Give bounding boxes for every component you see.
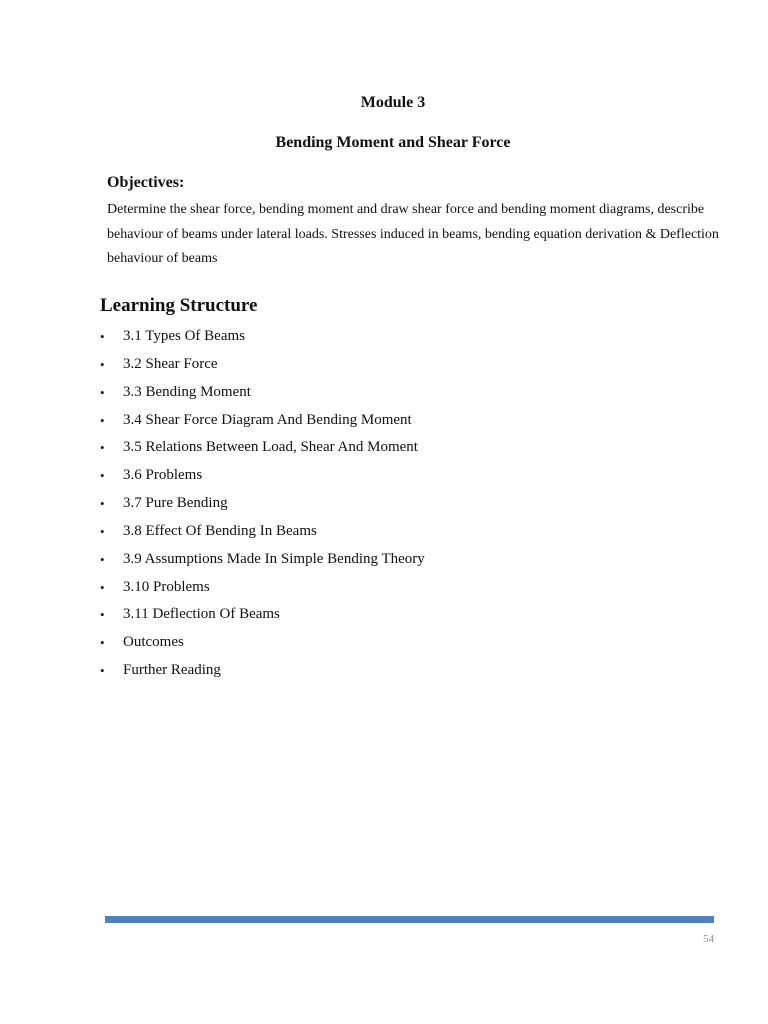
bullet-icon: • — [100, 579, 105, 595]
list-item — [100, 601, 425, 629]
list-item — [100, 323, 425, 351]
list-item-label: 3.2 Shear Force — [123, 355, 218, 372]
bullet-icon: • — [100, 496, 105, 512]
bullet-icon: • — [100, 412, 105, 428]
list-item — [100, 657, 425, 685]
footer-rule — [105, 916, 714, 923]
list-item-label: Further Reading — [123, 662, 221, 679]
bullet-icon: • — [100, 356, 105, 372]
list-item-label: 3.4 Shear Force Diagram And Bending Moment — [123, 411, 412, 428]
chapter-title: Bending Moment and Shear Force — [275, 134, 511, 151]
objectives-line: behaviour of beams under lateral loads. Stresses induced in beams, bending equation derivation & Deflection — [107, 226, 719, 242]
list-item — [100, 462, 425, 490]
module-title: Module 3 — [360, 94, 426, 111]
list-item-label: 3.7 Pure Bending — [123, 495, 228, 512]
bullet-icon: • — [100, 440, 105, 456]
bullet-icon: • — [100, 663, 105, 679]
objectives-paragraph — [107, 198, 719, 272]
objectives-line: behaviour of beams — [107, 251, 218, 266]
list-item — [100, 407, 425, 435]
bullet-icon: • — [100, 607, 105, 623]
list-item-label: 3.6 Problems — [123, 467, 203, 484]
list-item — [100, 351, 425, 379]
objectives-line: Determine the shear force, bending moment and draw shear force and bending moment diagrams, describe — [107, 202, 705, 217]
learning-structure-list — [100, 323, 425, 685]
list-item-label: 3.5 Relations Between Load, Shear And Moment — [123, 439, 418, 456]
list-item-label: 3.9 Assumptions Made In Simple Bending Theory — [123, 550, 425, 567]
list-item-label: Outcomes — [123, 634, 184, 651]
learning-structure-heading: Learning Structure — [100, 295, 258, 316]
page-number: 54 — [703, 933, 714, 945]
bullet-icon: • — [100, 329, 105, 344]
list-item — [100, 379, 425, 407]
list-item-label: 3.1 Types Of Beams — [123, 328, 245, 344]
bullet-icon: • — [100, 523, 105, 539]
list-item — [100, 574, 425, 602]
bullet-icon: • — [100, 635, 105, 651]
list-item — [100, 434, 425, 462]
bullet-icon: • — [100, 468, 105, 484]
bullet-icon: • — [100, 551, 105, 567]
list-item-label: 3.10 Problems — [123, 578, 210, 595]
list-item-label: 3.8 Effect Of Bending In Beams — [123, 522, 317, 539]
list-item — [100, 490, 425, 518]
list-item-label: 3.3 Bending Moment — [123, 383, 251, 400]
list-item-label: 3.11 Deflection Of Beams — [123, 606, 280, 623]
list-item — [100, 546, 425, 574]
list-item — [100, 629, 425, 657]
bullet-icon: • — [100, 384, 105, 400]
objectives-heading: Objectives: — [107, 174, 185, 191]
list-item — [100, 518, 425, 546]
